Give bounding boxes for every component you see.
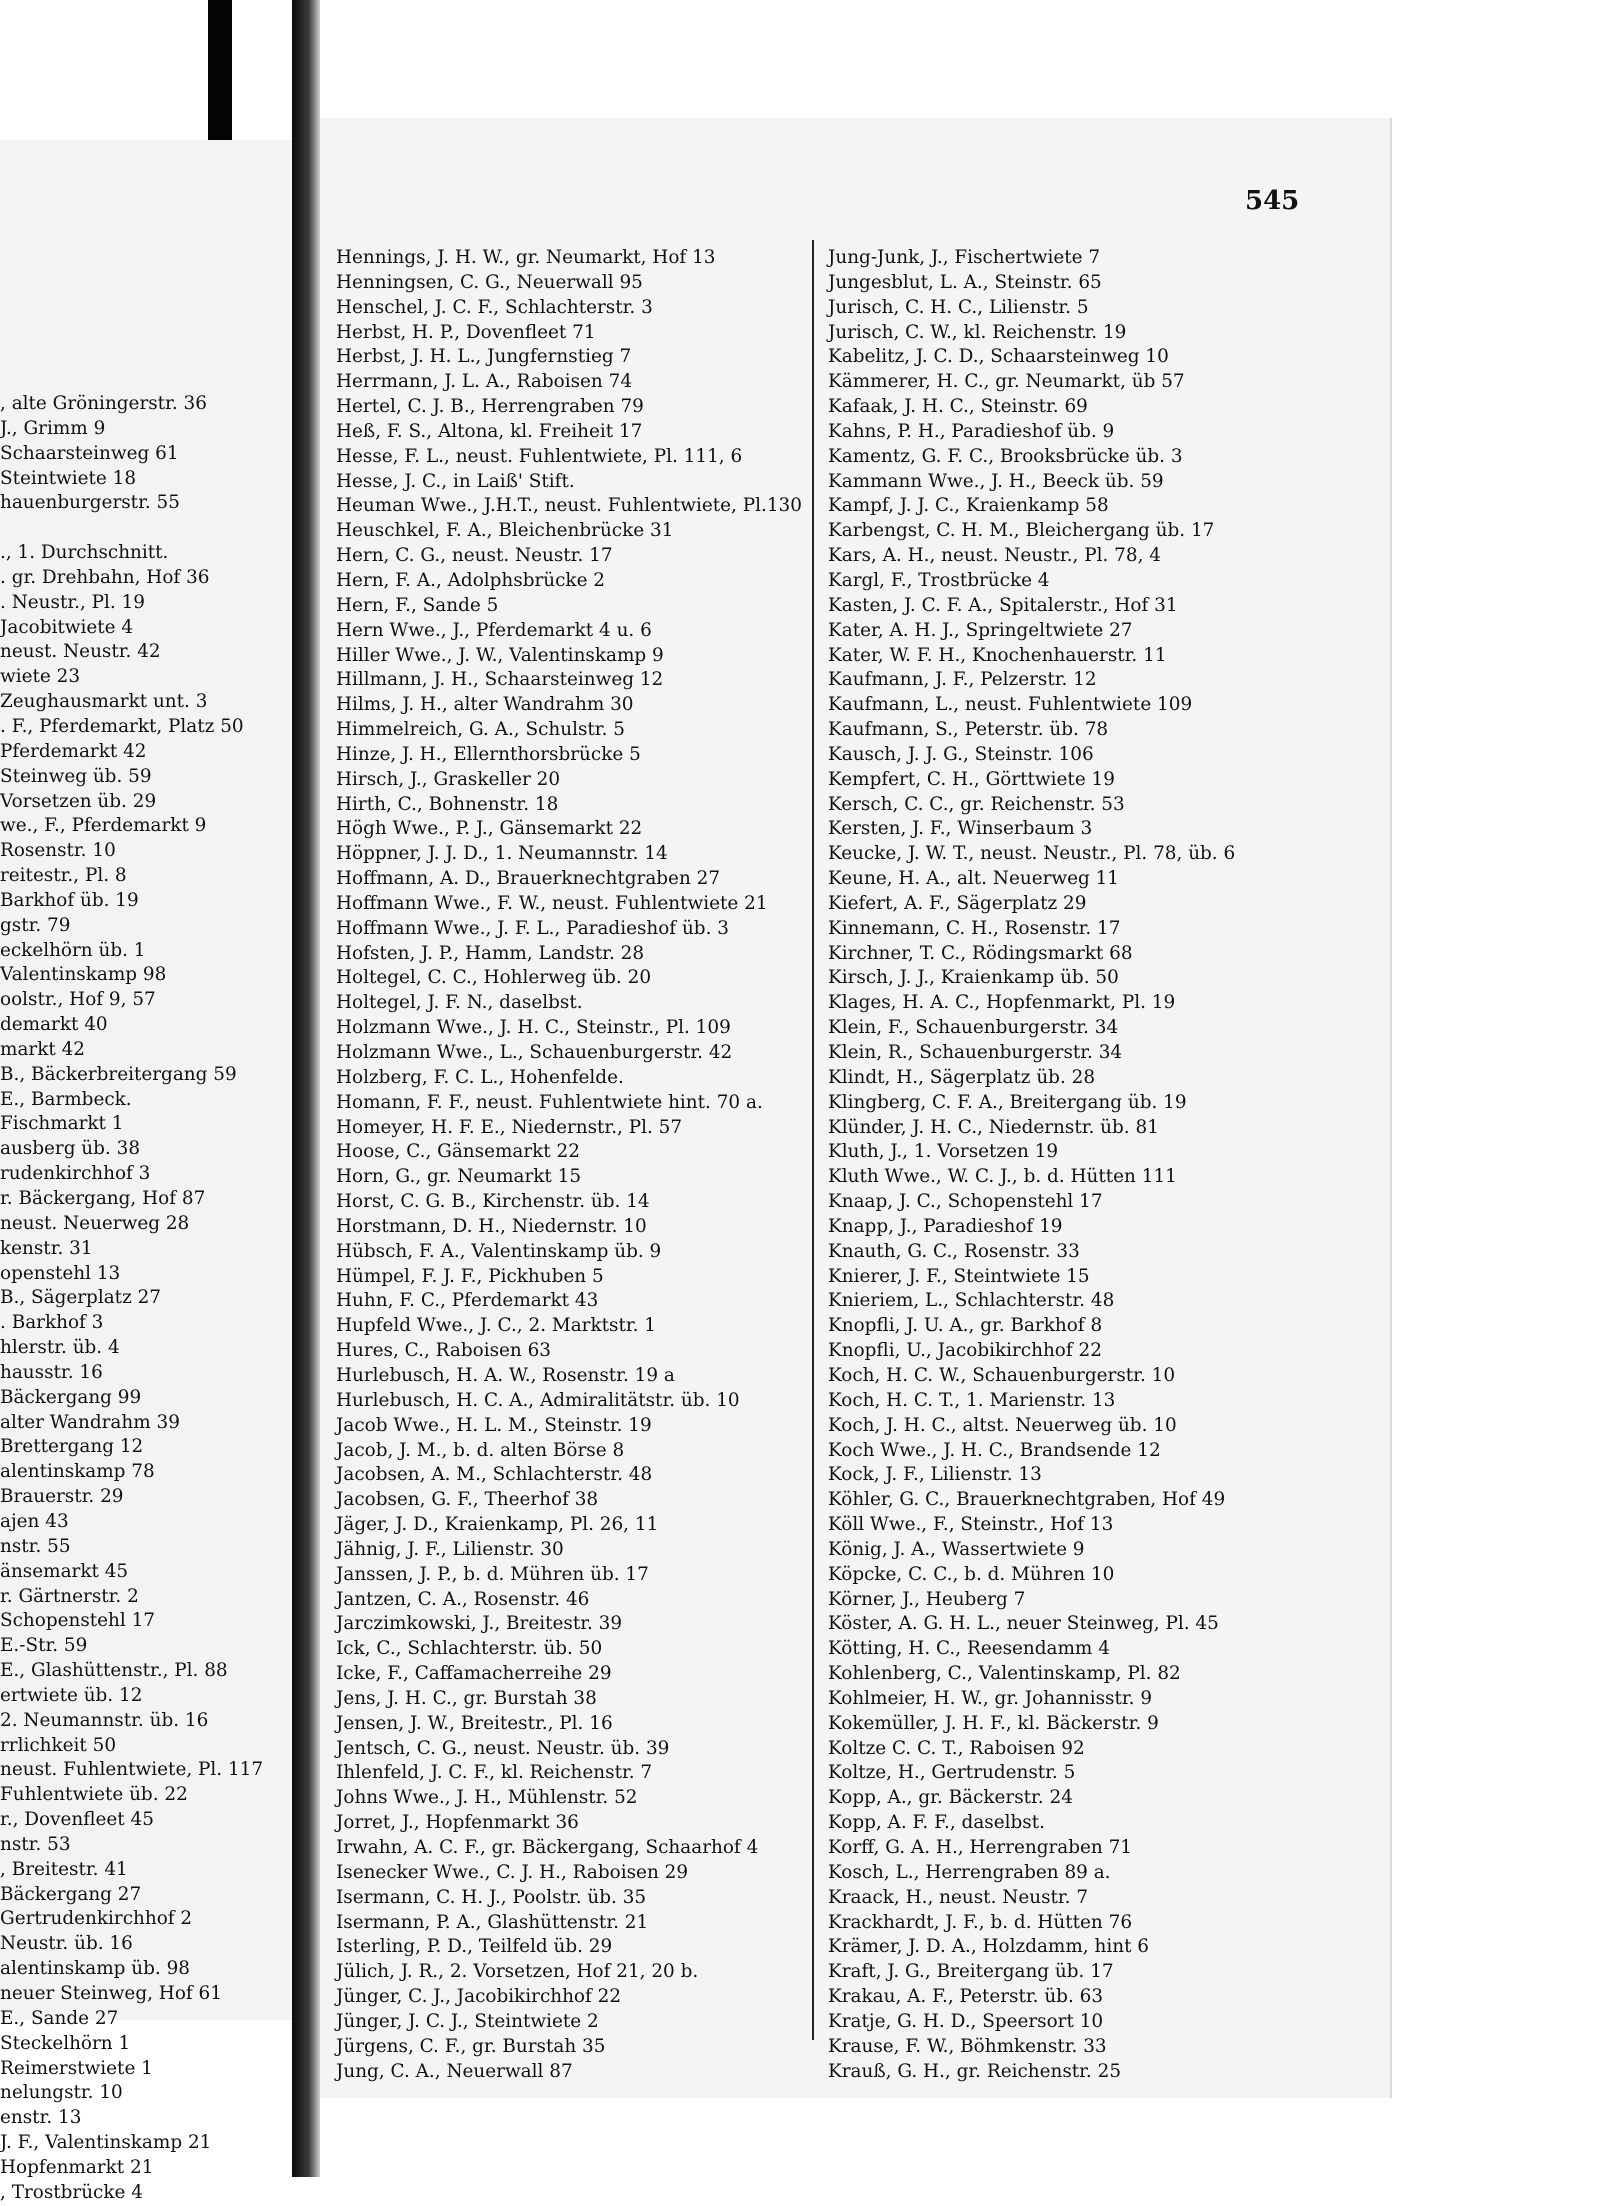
directory-entry: Kersten, J. F., Winserbaum 3 [828, 818, 1093, 840]
directory-entry: Horst, C. G. B., Kirchenstr. üb. 14 [336, 1191, 650, 1213]
directory-entry: alentinskamp üb. 98 [0, 1958, 191, 1980]
directory-entry: E., Sande 27 [0, 2007, 119, 2029]
directory-entry: Isermann, C. H. J., Poolstr. üb. 35 [336, 1886, 647, 1908]
directory-entry: Klingberg, C. F. A., Breitergang üb. 19 [828, 1091, 1187, 1113]
directory-entry: Kinnemann, C. H., Rosenstr. 17 [828, 917, 1121, 939]
directory-entry: , Trostbrücke 4 [0, 2181, 143, 2203]
directory-entry: Krauß, G. H., gr. Reichenstr. 25 [828, 2060, 1122, 2082]
directory-entry: Horn, G., gr. Neumarkt 15 [336, 1166, 582, 1188]
directory-entry: Jens, J. H. C., gr. Burstah 38 [336, 1687, 597, 1709]
directory-entry: Hümpel, F. J. F., Pickhuben 5 [336, 1265, 604, 1287]
directory-entry: Köhler, G. C., Brauerknechtgraben, Hof 49 [828, 1489, 1226, 1511]
directory-entry: gstr. 79 [0, 914, 71, 936]
directory-entry: Jantzen, C. A., Rosenstr. 46 [336, 1588, 590, 1610]
directory-entry: alentinskamp 78 [0, 1461, 155, 1483]
directory-entry: r. Gärtnerstr. 2 [0, 1585, 139, 1607]
directory-entry: Kasten, J. C. F. A., Spitalerstr., Hof 31 [828, 594, 1178, 616]
directory-entry: Heuschkel, F. A., Bleichenbrücke 31 [336, 520, 674, 542]
directory-entry: E., Barmbeck. [0, 1088, 132, 1110]
directory-entry: Steintwiete 18 [0, 467, 137, 489]
directory-entry: markt 42 [0, 1038, 85, 1060]
directory-entry: Jorret, J., Hopfenmarkt 36 [336, 1812, 579, 1834]
directory-entry: Keucke, J. W. T., neust. Neustr., Pl. 78, üb. 6 [828, 843, 1236, 865]
directory-entry: Henschel, J. C. F., Schlachterstr. 3 [336, 296, 653, 318]
directory-entry: Kraack, H., neust. Neustr. 7 [828, 1886, 1089, 1908]
directory-entry: hauenburgerstr. 55 [0, 492, 180, 514]
directory-entry: J., Grimm 9 [0, 417, 106, 439]
directory-entry: rrlichkeit 50 [0, 1734, 117, 1756]
directory-entry: neuer Steinweg, Hof 61 [0, 1983, 222, 2004]
directory-entry: Kraft, J. G., Breitergang üb. 17 [828, 1961, 1114, 1983]
directory-entry: Koltze, H., Gertrudenstr. 5 [828, 1762, 1076, 1784]
directory-entry: Rosenstr. 10 [0, 840, 116, 862]
directory-entry: Hilms, J. H., alter Wandrahm 30 [336, 694, 634, 716]
directory-entry: Kersch, C. C., gr. Reichenstr. 53 [828, 793, 1125, 815]
directory-entry: Keune, H. A., alt. Neuerweg 11 [828, 868, 1120, 890]
directory-entry: Isenecker Wwe., C. J. H., Raboisen 29 [336, 1861, 689, 1883]
directory-entry: nstr. 55 [0, 1535, 71, 1557]
directory-entry: Holzmann Wwe., L., Schauenburgerstr. 42 [336, 1042, 733, 1063]
directory-entry: Knopfli, U., Jacobikirchhof 22 [828, 1340, 1102, 1362]
directory-entry: nstr. 53 [0, 1833, 71, 1855]
directory-entry: Heß, F. S., Altona, kl. Freiheit 17 [336, 420, 643, 442]
directory-entry: Kater, W. F. H., Knochenhauerstr. 11 [828, 644, 1167, 666]
directory-entry: Reimerstwiete 1 [0, 2057, 153, 2079]
directory-entry: Jacobsen, G. F., Theerhof 38 [336, 1489, 599, 1511]
directory-entry: ., 1. Durchschnitt. [0, 542, 169, 564]
directory-entry: alter Wandrahm 39 [0, 1411, 180, 1433]
directory-entry: ertwiete üb. 12 [0, 1684, 143, 1706]
directory-entry: Klein, F., Schauenburgerstr. 34 [828, 1017, 1119, 1039]
directory-entry: Kaufmann, S., Peterstr. üb. 78 [828, 719, 1109, 741]
directory-entry: Jurisch, C. H. C., Lilienstr. 5 [828, 296, 1089, 318]
directory-entry: Herbst, H. P., Dovenfleet 71 [336, 321, 596, 343]
directory-entry: . gr. Drehbahn, Hof 36 [0, 566, 210, 588]
directory-entry: Jürgens, C. F., gr. Burstah 35 [336, 2035, 606, 2057]
directory-entry: ajen 43 [0, 1510, 69, 1532]
page-margin [1392, 118, 1600, 2177]
page-number: 545 [1245, 186, 1300, 216]
directory-entry: Fuhlentwiete üb. 22 [0, 1784, 188, 1806]
directory-entry: Hesse, F. L., neust. Fuhlentwiete, Pl. 111, 6 [336, 445, 743, 467]
directory-entry: Hern, F., Sande 5 [336, 594, 499, 616]
directory-entry: Jacobsen, A. M., Schlachterstr. 48 [336, 1464, 653, 1486]
directory-entry: Henningsen, C. G., Neuerwall 95 [336, 271, 643, 293]
directory-entry: Jarczimkowski, J., Breitestr. 39 [336, 1613, 623, 1635]
directory-entry: E., Glashüttenstr., Pl. 88 [0, 1660, 228, 1682]
directory-entry: Knopfli, J. U. A., gr. Barkhof 8 [828, 1315, 1103, 1337]
directory-entry: Holtegel, J. F. N., daselbst. [336, 992, 583, 1014]
directory-entry: Jünger, J. C. J., Steintwiete 2 [336, 2010, 599, 2032]
directory-entry: Koch, H. C. T., 1. Marienstr. 13 [828, 1389, 1116, 1411]
directory-entry: Hoffmann, A. D., Brauerknechtgraben 27 [336, 868, 721, 890]
directory-entry: Knieriem, L., Schlachterstr. 48 [828, 1290, 1115, 1312]
directory-entry: Höppner, J. J. D., 1. Neumannstr. 14 [336, 843, 668, 865]
directory-entry: Valentinskamp 98 [0, 964, 167, 986]
directory-entry: Hinze, J. H., Ellernthorsbrücke 5 [336, 743, 641, 765]
directory-entry: Kock, J. F., Lilienstr. 13 [828, 1464, 1042, 1486]
directory-entry: Kammann Wwe., J. H., Beeck üb. 59 [828, 470, 1164, 492]
directory-entry: Bäckergang 27 [0, 1883, 142, 1905]
directory-entry: Homann, F. F., neust. Fuhlentwiete hint. 70 a. [336, 1091, 763, 1113]
directory-entry: Ihlenfeld, J. C. F., kl. Reichenstr. 7 [336, 1762, 653, 1784]
directory-entry: Brettergang 12 [0, 1436, 144, 1458]
directory-entry: Kosch, L., Herrengraben 89 a. [828, 1861, 1111, 1883]
directory-entry: Jensen, J. W., Breitestr., Pl. 16 [336, 1712, 613, 1734]
directory-entry: Körner, J., Heuberg 7 [828, 1588, 1026, 1610]
directory-entry: Hofsten, J. P., Hamm, Landstr. 28 [336, 942, 645, 964]
directory-entry: Kafaak, J. H. C., Steinstr. 69 [828, 396, 1088, 418]
directory-entry: Jülich, J. R., 2. Vorsetzen, Hof 21, 20 b. [336, 1961, 699, 1983]
directory-entry: nelungstr. 10 [0, 2082, 123, 2104]
directory-entry: Hures, C., Raboisen 63 [336, 1340, 552, 1362]
directory-entry: Irwahn, A. C. F., gr. Bäckergang, Schaarhof 4 [336, 1837, 759, 1858]
directory-entry: Heuman Wwe., J.H.T., neust. Fuhlentwiete, Pl.130 [336, 495, 802, 517]
directory-entry: B., Bäckerbreitergang 59 [0, 1063, 237, 1085]
directory-entry: Brauerstr. 29 [0, 1486, 124, 1508]
directory-entry: Hübsch, F. A., Valentinskamp üb. 9 [336, 1240, 662, 1262]
directory-entry: Jung-Junk, J., Fischertwiete 7 [828, 247, 1101, 268]
directory-entry: J. F., Valentinskamp 21 [0, 2132, 212, 2154]
directory-entry: Holtegel, C. C., Hohlerweg üb. 20 [336, 967, 652, 989]
directory-entry: Kirsch, J. J., Kraienkamp üb. 50 [828, 967, 1119, 989]
directory-entry: Schopenstehl 17 [0, 1610, 156, 1632]
directory-entry: Kahns, P. H., Paradieshof üb. 9 [828, 420, 1115, 442]
directory-entry: E.-Str. 59 [0, 1635, 88, 1657]
directory-entry: Koch, J. H. C., altst. Neuerweg üb. 10 [828, 1414, 1177, 1436]
directory-entry: Kluth Wwe., W. C. J., b. d. Hütten 111 [828, 1166, 1177, 1188]
directory-entry: Himmelreich, G. A., Schulstr. 5 [336, 719, 625, 741]
directory-entry: Huhn, F. C., Pferdemarkt 43 [336, 1290, 599, 1312]
directory-entry: Kabelitz, J. C. D., Schaarsteinweg 10 [828, 346, 1169, 368]
directory-entry: Fischmarkt 1 [0, 1113, 124, 1135]
directory-entry: Holzmann Wwe., J. H. C., Steinstr., Pl. 109 [336, 1017, 731, 1039]
directory-entry: Kiefert, A. F., Sägerplatz 29 [828, 892, 1087, 914]
column-divider [812, 240, 814, 2040]
directory-entry: neust. Neustr. 42 [0, 641, 161, 663]
directory-entry: Janssen, J. P., b. d. Mühren üb. 17 [336, 1563, 649, 1585]
facing-page-column [0, 392, 286, 2206]
directory-entry: Hoffmann Wwe., F. W., neust. Fuhlentwiete 21 [336, 892, 768, 914]
directory-entry: Krakau, A. F., Peterstr. üb. 63 [828, 1986, 1104, 2008]
directory-entry: hlerstr. üb. 4 [0, 1337, 120, 1359]
directory-entry: Klein, R., Schauenburgerstr. 34 [828, 1042, 1123, 1063]
book-spine [292, 0, 320, 2177]
directory-entry: Kötting, H. C., Reesendamm 4 [828, 1638, 1110, 1660]
directory-entry: Kohlenberg, C., Valentinskamp, Pl. 82 [828, 1663, 1181, 1685]
directory-entry: Isermann, P. A., Glashüttenstr. 21 [336, 1911, 649, 1933]
directory-entry: demarkt 40 [0, 1014, 108, 1036]
directory-entry: Kempfert, C. H., Görttwiete 19 [828, 768, 1115, 790]
directory-entry: Hiller Wwe., J. W., Valentinskamp 9 [336, 644, 664, 666]
directory-entry: Köll Wwe., F., Steinstr., Hof 13 [828, 1514, 1114, 1536]
directory-entry: Kopp, A. F. F., daselbst. [828, 1812, 1045, 1834]
directory-entry: Karbengst, C. H. M., Bleichergang üb. 17 [828, 520, 1215, 542]
facing-page-fragment [0, 140, 292, 2203]
directory-entry: . F., Pferdemarkt, Platz 50 [0, 715, 244, 737]
directory-entry: Knierer, J. F., Steintwiete 15 [828, 1265, 1090, 1287]
directory-entry: Korff, G. A. H., Herrengraben 71 [828, 1837, 1132, 1858]
directory-entry: Hertel, C. J. B., Herrengraben 79 [336, 396, 644, 418]
directory-entry: Kargl, F., Trostbrücke 4 [828, 569, 1050, 591]
directory-entry: Kamentz, G. F. C., Brooksbrücke üb. 3 [828, 445, 1183, 467]
directory-entry: 2. Neumannstr. üb. 16 [0, 1709, 209, 1731]
directory-entry: Jünger, C. J., Jacobikirchhof 22 [336, 1986, 622, 2008]
directory-entry: . Barkhof 3 [0, 1312, 104, 1334]
directory-entry: openstehl 13 [0, 1262, 121, 1284]
directory-entry: Klages, H. A. C., Hopfenmarkt, Pl. 19 [828, 992, 1176, 1014]
directory-entry: Krause, F. W., Böhmkenstr. 33 [828, 2035, 1107, 2057]
directory-entry: Jurisch, C. W., kl. Reichenstr. 19 [828, 321, 1127, 343]
directory-entry: Knaap, J. C., Schopenstehl 17 [828, 1191, 1103, 1213]
directory-entry: Jentsch, C. G., neust. Neustr. üb. 39 [336, 1737, 670, 1759]
directory-entry: Isterling, P. D., Teilfeld üb. 29 [336, 1936, 613, 1958]
directory-entry: Hurlebusch, H. C. A., Admiralitätstr. üb. 10 [336, 1389, 740, 1411]
directory-entry: Herbst, J. H. L., Jungfernstieg 7 [336, 346, 632, 368]
directory-entry: Kars, A. H., neust. Neustr., Pl. 78, 4 [828, 545, 1161, 567]
directory-entry: rudenkirchhof 3 [0, 1163, 151, 1185]
directory-entry: Schaarsteinweg 61 [0, 442, 179, 464]
directory-entry: Gertrudenkirchhof 2 [0, 1908, 193, 1930]
directory-entry: Neustr. üb. 16 [0, 1933, 133, 1955]
directory-entry: Hoose, C., Gänsemarkt 22 [336, 1141, 580, 1163]
directory-entry: enstr. 13 [0, 2107, 82, 2129]
directory-entry: Holzberg, F. C. L., Hohenfelde. [336, 1066, 624, 1088]
ribbon-bookmark [208, 0, 232, 140]
directory-entry: Köpcke, C. C., b. d. Mühren 10 [828, 1563, 1115, 1585]
directory-entry: Kämmerer, H. C., gr. Neumarkt, üb 57 [828, 371, 1185, 393]
directory-entry: Jung, C. A., Neuerwall 87 [336, 2060, 573, 2082]
directory-entry [0, 516, 286, 541]
directory-entry: Hoffmann Wwe., J. F. L., Paradieshof üb. 3 [336, 917, 729, 939]
directory-entry: , alte Gröningerstr. 36 [0, 393, 207, 414]
directory-entry: ausberg üb. 38 [0, 1138, 141, 1160]
directory-entry: Knapp, J., Paradieshof 19 [828, 1215, 1063, 1237]
directory-entry: neust. Neuerweg 28 [0, 1212, 190, 1234]
directory-entry: , Breitestr. 41 [0, 1858, 128, 1880]
directory-column-right [828, 246, 1348, 2084]
directory-entry: Hesse, J. C., in Laiß' Stift. [336, 470, 575, 492]
directory-entry: Hopfenmarkt 21 [0, 2156, 154, 2178]
directory-entry: Steinweg üb. 59 [0, 765, 152, 787]
directory-entry: Ick, C., Schlachterstr. üb. 50 [336, 1638, 603, 1660]
directory-entry: Jacob, J. M., b. d. alten Börse 8 [336, 1439, 625, 1461]
directory-entry: neust. Fuhlentwiete, Pl. 117 [0, 1759, 264, 1781]
directory-entry: reitestr., Pl. 8 [0, 865, 127, 887]
directory-entry: oolstr., Hof 9, 57 [0, 989, 156, 1011]
directory-entry: Hirsch, J., Graskeller 20 [336, 768, 561, 790]
directory-entry: Bäckergang 99 [0, 1386, 142, 1408]
directory-entry: Kausch, J. J. G., Steinstr. 106 [828, 743, 1094, 765]
directory-entry: Kratje, G. H. D., Speersort 10 [828, 2010, 1104, 2032]
directory-entry: Kirchner, T. C., Rödingsmarkt 68 [828, 942, 1133, 964]
directory-entry: Jungesblut, L. A., Steinstr. 65 [828, 271, 1102, 293]
directory-entry: Kluth, J., 1. Vorsetzen 19 [828, 1141, 1059, 1163]
directory-entry: Hern Wwe., J., Pferdemarkt 4 u. 6 [336, 619, 652, 641]
directory-entry: König, J. A., Wassertwiete 9 [828, 1538, 1085, 1560]
directory-entry: Kopp, A., gr. Bäckerstr. 24 [828, 1787, 1073, 1809]
directory-entry: Kampf, J. J. C., Kraienkamp 58 [828, 495, 1109, 517]
directory-entry: Hirth, C., Bohnenstr. 18 [336, 793, 559, 815]
directory-entry: Icke, F., Caffamacherreihe 29 [336, 1663, 612, 1685]
directory-entry: Kohlmeier, H. W., gr. Johannisstr. 9 [828, 1687, 1153, 1709]
directory-entry: Krackhardt, J. F., b. d. Hütten 76 [828, 1911, 1133, 1933]
directory-entry: Jäger, J. D., Kraienkamp, Pl. 26, 11 [336, 1514, 659, 1536]
directory-entry: Klindt, H., Sägerplatz üb. 28 [828, 1066, 1096, 1088]
directory-entry: . Neustr., Pl. 19 [0, 591, 145, 613]
directory-entry: Krämer, J. D. A., Holzdamm, hint 6 [828, 1936, 1150, 1958]
directory-entry: r. Bäckergang, Hof 87 [0, 1188, 206, 1209]
directory-entry: kenstr. 31 [0, 1237, 93, 1259]
directory-entry: Jähnig, J. F., Lilienstr. 30 [336, 1538, 564, 1560]
directory-entry: Hennings, J. H. W., gr. Neumarkt, Hof 13 [336, 247, 716, 268]
directory-entry: Barkhof üb. 19 [0, 889, 139, 911]
directory-entry: Koch Wwe., J. H. C., Brandsende 12 [828, 1439, 1161, 1461]
directory-entry: Jacobitwiete 4 [0, 616, 134, 638]
directory-entry: Hupfeld Wwe., J. C., 2. Marktstr. 1 [336, 1315, 657, 1337]
directory-entry: we., F., Pferdemarkt 9 [0, 815, 207, 837]
directory-entry: Jacob Wwe., H. L. M., Steinstr. 19 [336, 1414, 652, 1436]
directory-entry: r., Dovenfleet 45 [0, 1809, 154, 1831]
directory-entry: Kokemüller, J. H. F., kl. Bäckerstr. 9 [828, 1712, 1159, 1734]
directory-entry: Kaufmann, L., neust. Fuhlentwiete 109 [828, 694, 1193, 716]
directory-entry: B., Sägerplatz 27 [0, 1287, 162, 1309]
directory-entry: Johns Wwe., J. H., Mühlenstr. 52 [336, 1787, 638, 1809]
directory-entry: Högh Wwe., P. J., Gänsemarkt 22 [336, 818, 643, 840]
directory-entry: Steckelhörn 1 [0, 2032, 131, 2054]
directory-entry: Klünder, J. H. C., Niedernstr. üb. 81 [828, 1116, 1159, 1138]
directory-column-left [336, 246, 806, 2084]
directory-entry: Horstmann, D. H., Niedernstr. 10 [336, 1215, 647, 1237]
directory-entry: Pferdemarkt 42 [0, 740, 147, 762]
directory-entry: hausstr. 16 [0, 1361, 103, 1383]
directory-entry: Hern, C. G., neust. Neustr. 17 [336, 545, 613, 567]
directory-entry: Zeughausmarkt unt. 3 [0, 691, 208, 713]
directory-entry: Kater, A. H. J., Springeltwiete 27 [828, 619, 1133, 641]
directory-entry: Hern, F. A., Adolphsbrücke 2 [336, 569, 605, 591]
directory-entry: Vorsetzen üb. 29 [0, 790, 157, 812]
directory-entry: Kaufmann, J. F., Pelzerstr. 12 [828, 669, 1097, 691]
directory-entry: Knauth, G. C., Rosenstr. 33 [828, 1240, 1080, 1262]
directory-entry: änsemarkt 45 [0, 1560, 129, 1582]
directory-entry: Koch, H. C. W., Schauenburgerstr. 10 [828, 1364, 1176, 1386]
directory-entry: Herrmann, J. L. A., Raboisen 74 [336, 371, 633, 393]
directory-entry: Köster, A. G. H. L., neuer Steinweg, Pl. 45 [828, 1613, 1219, 1635]
directory-entry: Koltze C. C. T., Raboisen 92 [828, 1737, 1085, 1759]
directory-entry: Homeyer, H. F. E., Niedernstr., Pl. 57 [336, 1116, 683, 1138]
directory-entry: Hillmann, J. H., Schaarsteinweg 12 [336, 669, 664, 691]
directory-entry: Hurlebusch, H. A. W., Rosenstr. 19 a [336, 1364, 675, 1386]
directory-entry: wiete 23 [0, 666, 81, 688]
directory-entry: eckelhörn üb. 1 [0, 939, 146, 961]
